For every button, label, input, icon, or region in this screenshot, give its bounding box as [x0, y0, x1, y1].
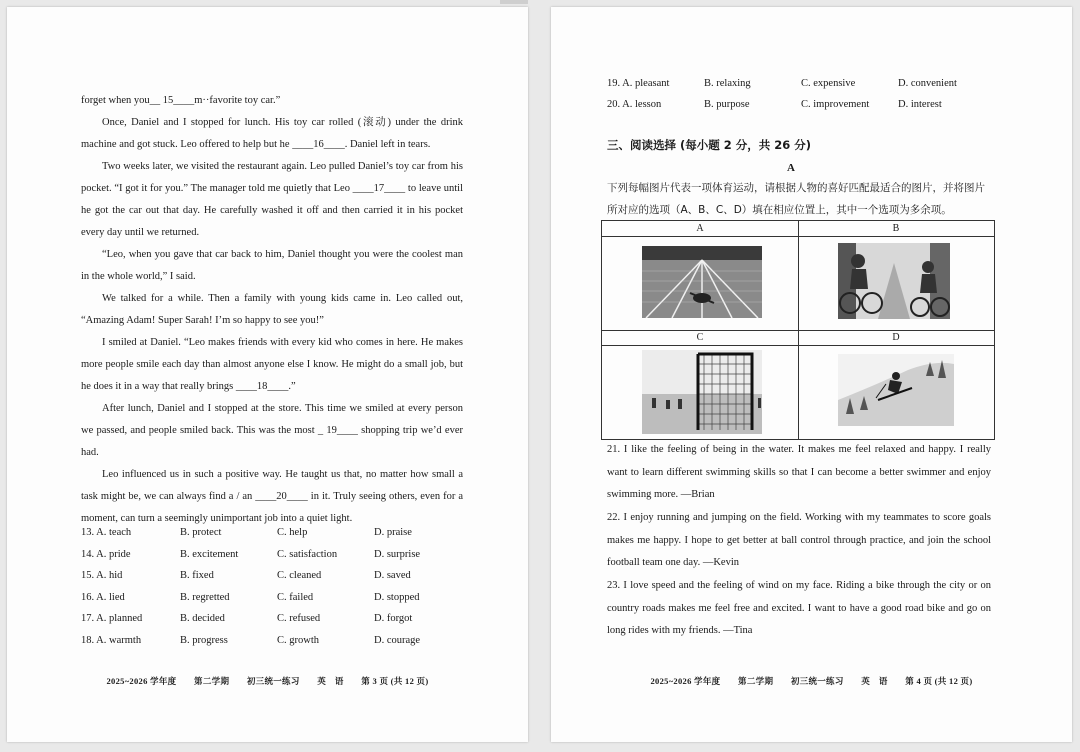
- option-label: D. forgot: [374, 613, 413, 624]
- option-row-20: [607, 95, 1007, 115]
- page-footer: 2025~2026 学年度 第二学期 初三统一练习 英 语 第 3 页 (共 12 页): [106, 676, 429, 686]
- cell-rule: [798, 236, 994, 237]
- option-row-15: [81, 565, 463, 586]
- passage-21-brian: 21. I like the feeling of being in the water. It makes me feel relaxed and happy. I really want to learn different swimming skills so that I can become a better swimmer and enjoy swimming more. —Brian: [607, 444, 991, 500]
- option-label: D. interest: [898, 99, 942, 110]
- passage-22-kevin: 22. I enjoy running and jumping on the field. Working with my teammates to score goals makes me happy. I hope to get better at ball control through practice, and join the school football team one day. —Kevin: [607, 512, 991, 568]
- option-label: 20. A. lesson: [607, 99, 662, 110]
- paragraph-two-weeks: Two weeks later, we visited the restaurant again. Leo pulled Daniel’s toy car from his pocket. “I got it for you.” The manager told me quietly that Leo ____17____ to leave until he got the car out that day. He carefully washed it off and then carried it in his pocket every day until we returned.: [81, 161, 463, 238]
- cell-rule: [602, 236, 798, 237]
- skiing-photo-icon: [838, 354, 954, 426]
- option-label: C. growth: [277, 635, 319, 646]
- option-label: B. fixed: [180, 570, 214, 581]
- paragraph-influenced: Leo influenced us in such a positive way. He taught us that, no matter how small a task might be, we can always find a / an ____20____ in it. Truly seeing others, even for a moment, can turn a seemingly unimportant job into a quiet light.: [81, 469, 463, 524]
- section-instructions: 下列每幅图片代表一项体育运动，请根据人物的喜好匹配最适合的图片，并将图片所对应的选项（A、B、C、D）填在相应位置上，其中一个选项为多余项。: [607, 182, 985, 216]
- picture-cell-a: [602, 221, 798, 330]
- option-label: C. expensive: [801, 78, 856, 89]
- option-label: 14. A. pride: [81, 549, 131, 560]
- swimming-pool-photo-icon: [642, 246, 762, 318]
- passage-23-tina: 23. I love speed and the feeling of wind on my face. Riding a bike through the city or on country roads makes me feel free and excited. I want to have a good road bike and go on long rides with my friends. —Tina: [607, 580, 991, 636]
- cycling-photo-icon: [838, 243, 950, 319]
- option-label: B. regretted: [180, 592, 230, 603]
- option-label: D. convenient: [898, 78, 957, 89]
- option-label: D. courage: [374, 635, 421, 646]
- option-row-19: [607, 74, 1007, 94]
- option-label: 19. A. pleasant: [607, 78, 670, 89]
- option-label: D. praise: [374, 527, 412, 538]
- picture-label: D: [892, 332, 900, 343]
- option-label: C. satisfaction: [277, 549, 338, 560]
- paragraph-smiled: I smiled at Daniel. “Leo makes friends with every kid who comes in here. He makes more people smile each day than almost anyone else I know. He might do a small job, but he does it in a way that really brings ____18____.”: [81, 337, 463, 392]
- paragraph-lunch: Once, Daniel and I stopped for lunch. His toy car rolled (滚动) under the drink machine and got stuck. Leo offered to help but he ____16____. Daniel left in tears.: [81, 117, 463, 150]
- exam-page-4: [551, 7, 1072, 742]
- option-label: B. purpose: [704, 99, 750, 110]
- option-label: C. failed: [277, 592, 314, 603]
- option-row-16: [81, 587, 463, 608]
- option-label: C. help: [277, 527, 308, 538]
- cell-rule: [798, 345, 994, 346]
- option-label: D. surprise: [374, 549, 421, 560]
- option-label: B. relaxing: [704, 78, 751, 89]
- option-label: C. refused: [277, 613, 321, 624]
- option-label: C. improvement: [801, 99, 870, 110]
- option-label: 16. A. lied: [81, 592, 125, 603]
- section-letter: A: [787, 162, 795, 174]
- option-label: B. protect: [180, 527, 222, 538]
- option-label: B. progress: [180, 635, 228, 646]
- option-label: D. saved: [374, 570, 411, 581]
- option-label: 17. A. planned: [81, 613, 143, 624]
- option-label: 15. A. hid: [81, 570, 123, 581]
- option-label: C. cleaned: [277, 570, 322, 581]
- paragraph-family: We talked for a while. Then a family with young kids came in. Leo called out, “Amazing Adam! Super Sarah! I’m so happy to see you!”: [81, 293, 463, 326]
- page-footer: 2025~2026 学年度 第二学期 初三统一练习 英 语 第 4 页 (共 12 页): [650, 676, 973, 686]
- picture-label: A: [696, 223, 704, 234]
- option-row-13: [81, 522, 463, 543]
- option-row-18: [81, 630, 463, 651]
- paragraph-coolest-man: “Leo, when you gave that car back to him, Daniel thought you were the coolest man in the whole world,” I said.: [81, 249, 463, 282]
- section-title: 三、阅读选择 (每小题 2 分，共 26 分): [607, 138, 812, 152]
- option-label: B. excitement: [180, 549, 239, 560]
- option-label: 18. A. warmth: [81, 635, 142, 646]
- picture-label: C: [696, 332, 704, 343]
- picture-cell-c: [602, 330, 798, 439]
- paragraph-store: After lunch, Daniel and I stopped at the store. This time we smiled at every person we passed, and people smiled back. This was the most _ 19____ shopping trip we’d ever had.: [81, 403, 463, 458]
- cell-rule: [602, 345, 798, 346]
- picture-cell-b: [798, 221, 994, 330]
- picture-cell-d: [798, 330, 994, 439]
- option-row-14: [81, 544, 463, 565]
- option-label: B. decided: [180, 613, 225, 624]
- window-edge-mark: [500, 0, 528, 4]
- option-label: D. stopped: [374, 592, 420, 603]
- football-goal-photo-icon: [642, 350, 762, 434]
- picture-grid: [601, 220, 995, 440]
- option-row-17: [81, 608, 463, 629]
- paragraph-continuation: forget when you__ 15____m··favorite toy car.”: [81, 95, 281, 106]
- picture-label: B: [892, 223, 900, 234]
- option-label: 13. A. teach: [81, 527, 132, 538]
- exam-page-3: [7, 7, 528, 742]
